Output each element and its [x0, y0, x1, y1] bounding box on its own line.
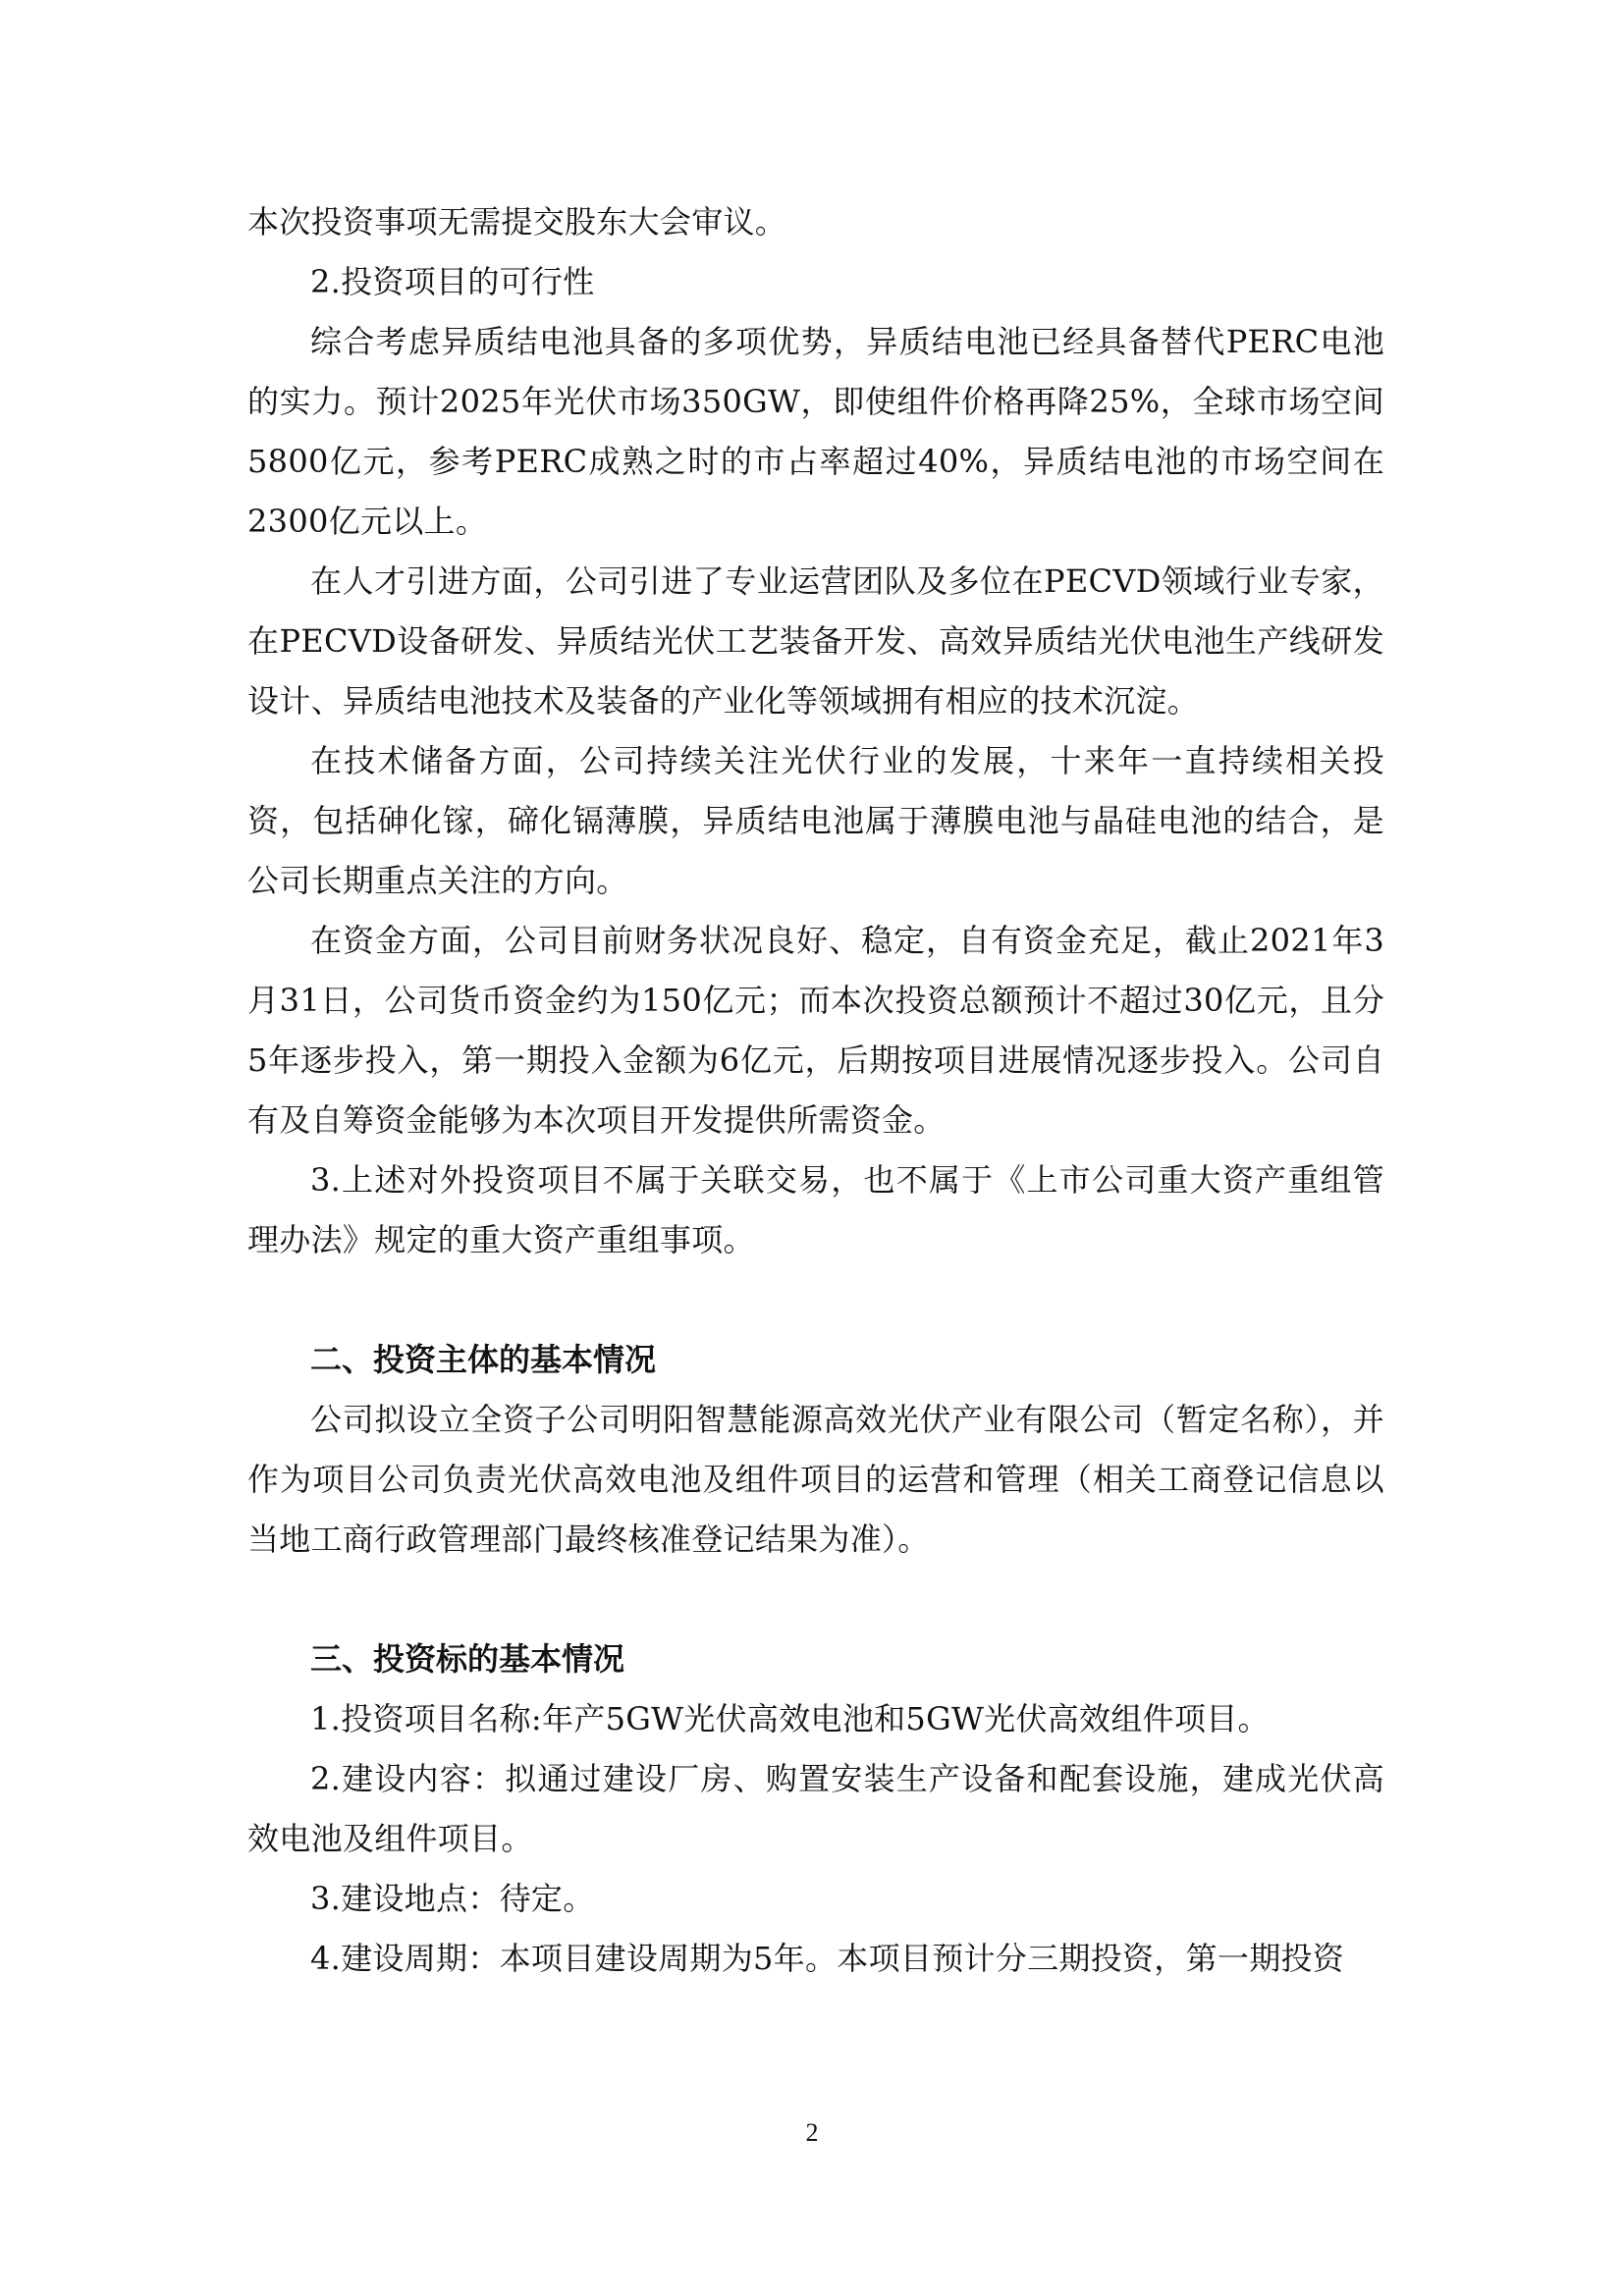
paragraph-technology: 在技术储备方面，公司持续关注光伏行业的发展，十来年一直持续相关投资，包括砷化镓，碲化镉薄膜，异质结电池属于薄膜电池与晶硅电池的结合，是公司长期重点关注的方向。 — [247, 742, 1384, 899]
paragraph-approval-note: 本次投资事项无需提交股东大会审议。 — [247, 203, 787, 240]
paragraph-funding: 在资金方面，公司目前财务状况良好、稳定，自有资金充足，截止2021年3月31日，公司货币资金约为150亿元；而本次投资总额预计不超过30亿元，且分5年逐步投入，第一期投入金额为6亿元，后期按项目进展情况逐步投入。公司自有及自筹资金能够为本次项目开发提供所需资金。 — [247, 922, 1384, 1139]
page-number: 2 — [805, 2118, 819, 2147]
list-item-construction-content: 2.建设内容：拟通过建设厂房、购置安装生产设备和配套设施，建成光伏高效电池及组件项目。 — [247, 1760, 1384, 1857]
section-title-investment-target: 三、投资标的基本情况 — [310, 1640, 625, 1678]
section-title-investor: 二、投资主体的基本情况 — [310, 1341, 657, 1378]
list-item-construction-period: 4.建设周期：本项目建设周期为5年。本项目预计分三期投资，第一期投资 — [310, 1940, 1345, 1977]
document-page — [247, 192, 1384, 1989]
list-item-location: 3.建设地点：待定。 — [310, 1880, 595, 1917]
paragraph-market-analysis: 综合考虑异质结电池具备的多项优势，异质结电池已经具备替代PERC电池的实力。预计2025年光伏市场350GW，即使组件价格再降25%，全球市场空间5800亿元，参考PERC成熟之时的市占率超过40%，异质结电池的市场空间在2300亿元以上。 — [247, 323, 1384, 540]
paragraph-talent: 在人才引进方面，公司引进了专业运营团队及多位在PECVD领域行业专家，在PECVD设备研发、异质结光伏工艺装备开发、高效异质结光伏电池生产线研发设计、异质结电池技术及装备的产业化等领域拥有相应的技术沉淀。 — [247, 562, 1384, 720]
paragraph-related-transaction: 3.上述对外投资项目不属于关联交易，也不属于《上市公司重大资产重组管理办法》规定的重大资产重组事项。 — [247, 1161, 1384, 1258]
section-spacer — [247, 1270, 1384, 1330]
paragraph-feasibility-heading: 2.投资项目的可行性 — [310, 263, 595, 300]
list-item-project-name: 1.投资项目名称:年产5GW光伏高效电池和5GW光伏高效组件项目。 — [310, 1700, 1270, 1737]
paragraph-investor: 公司拟设立全资子公司明阳智慧能源高效光伏产业有限公司（暂定名称），并作为项目公司负责光伏高效电池及组件项目的运营和管理（相关工商登记信息以当地工商行政管理部门最终核准登记结果为准）。 — [247, 1401, 1384, 1558]
section-spacer — [247, 1570, 1384, 1629]
